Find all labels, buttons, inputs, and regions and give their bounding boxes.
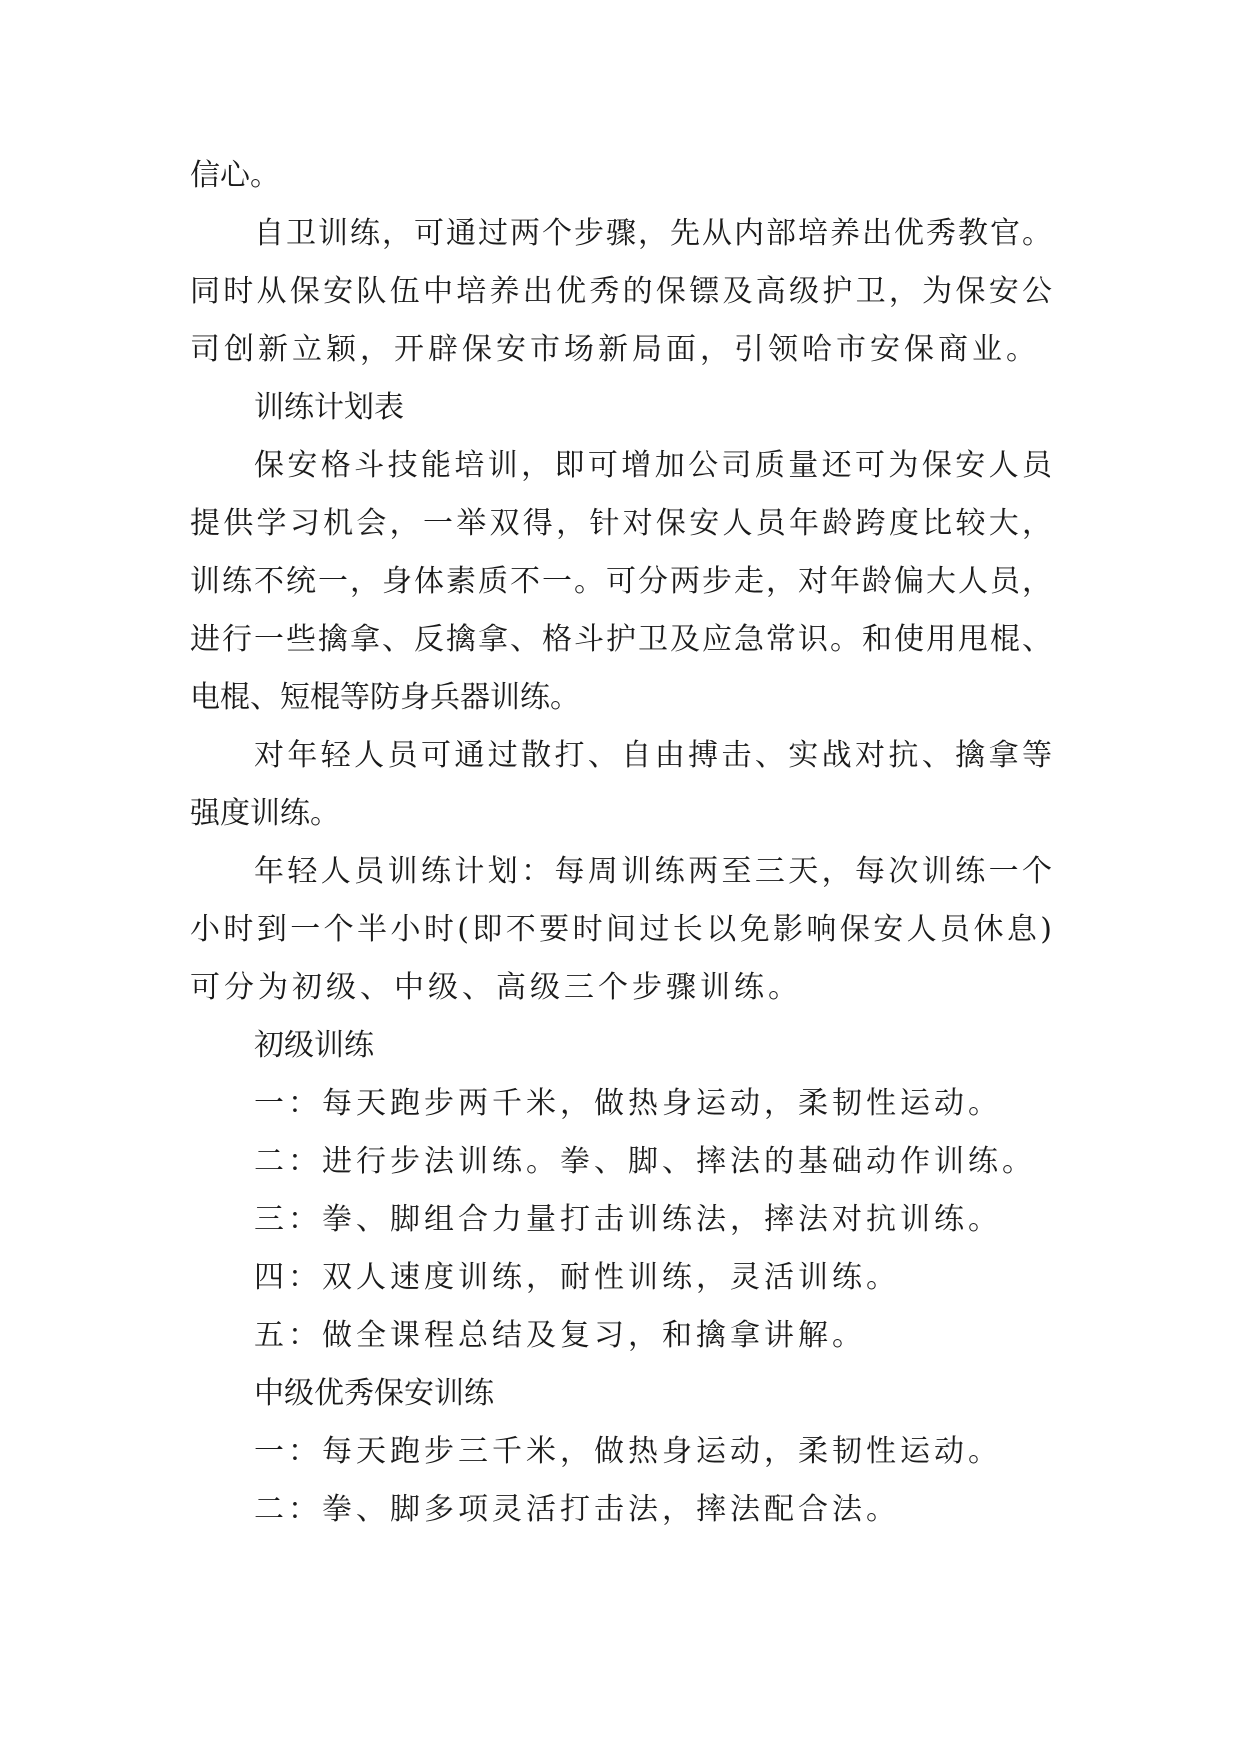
- text-line: 信心。: [190, 158, 280, 193]
- document-body: [190, 147, 1052, 1539]
- text-line: 进行一些擒拿、反擒拿、格斗护卫及应急常识。和使用甩棍、: [190, 622, 1052, 657]
- text-line: 可分为初级、中级、高级三个步骤训练。: [190, 970, 802, 1005]
- list-item: 二：进行步法训练。拳、脚、摔法的基础动作训练。: [254, 1144, 1036, 1179]
- text-line: 提供学习机会，一举双得，针对保安人员年龄跨度比较大，: [190, 506, 1052, 541]
- section-heading: 训练计划表: [254, 390, 404, 425]
- list-item: 二：拳、脚多项灵活打击法，摔法配合法。: [254, 1492, 900, 1527]
- text-line: 年轻人员训练计划：每周训练两至三天，每次训练一个: [254, 854, 1052, 889]
- list-item: 四：双人速度训练，耐性训练，灵活训练。: [254, 1260, 900, 1295]
- text-line: 强度训练。: [190, 796, 340, 831]
- list-item: 三：拳、脚组合力量打击训练法，摔法对抗训练。: [254, 1202, 1002, 1237]
- text-line: 自卫训练，可通过两个步骤，先从内部培养出优秀教官。: [254, 216, 1052, 251]
- text-line: 小时到一个半小时(即不要时间过长以免影响保安人员休息): [190, 912, 1052, 947]
- text-line: 电棍、短棍等防身兵器训练。: [190, 680, 580, 715]
- text-line: 训练不统一，身体素质不一。可分两步走，对年龄偏大人员，: [190, 564, 1052, 599]
- text-line: 同时从保安队伍中培养出优秀的保镖及高级护卫，为保安公: [190, 274, 1052, 309]
- text-line: 对年轻人员可通过散打、自由搏击、实战对抗、擒拿等: [254, 738, 1052, 773]
- list-item: 五：做全课程总结及复习，和擒拿讲解。: [254, 1318, 866, 1353]
- text-line: 保安格斗技能培训，即可增加公司质量还可为保安人员: [254, 448, 1052, 483]
- text-line: 司创新立颖，开辟保安市场新局面，引领哈市安保商业。: [190, 332, 1040, 367]
- section-heading: 中级优秀保安训练: [254, 1376, 494, 1411]
- list-item: 一：每天跑步两千米，做热身运动，柔韧性运动。: [254, 1086, 1002, 1121]
- list-item: 一：每天跑步三千米，做热身运动，柔韧性运动。: [254, 1434, 1002, 1469]
- section-heading: 初级训练: [254, 1028, 374, 1063]
